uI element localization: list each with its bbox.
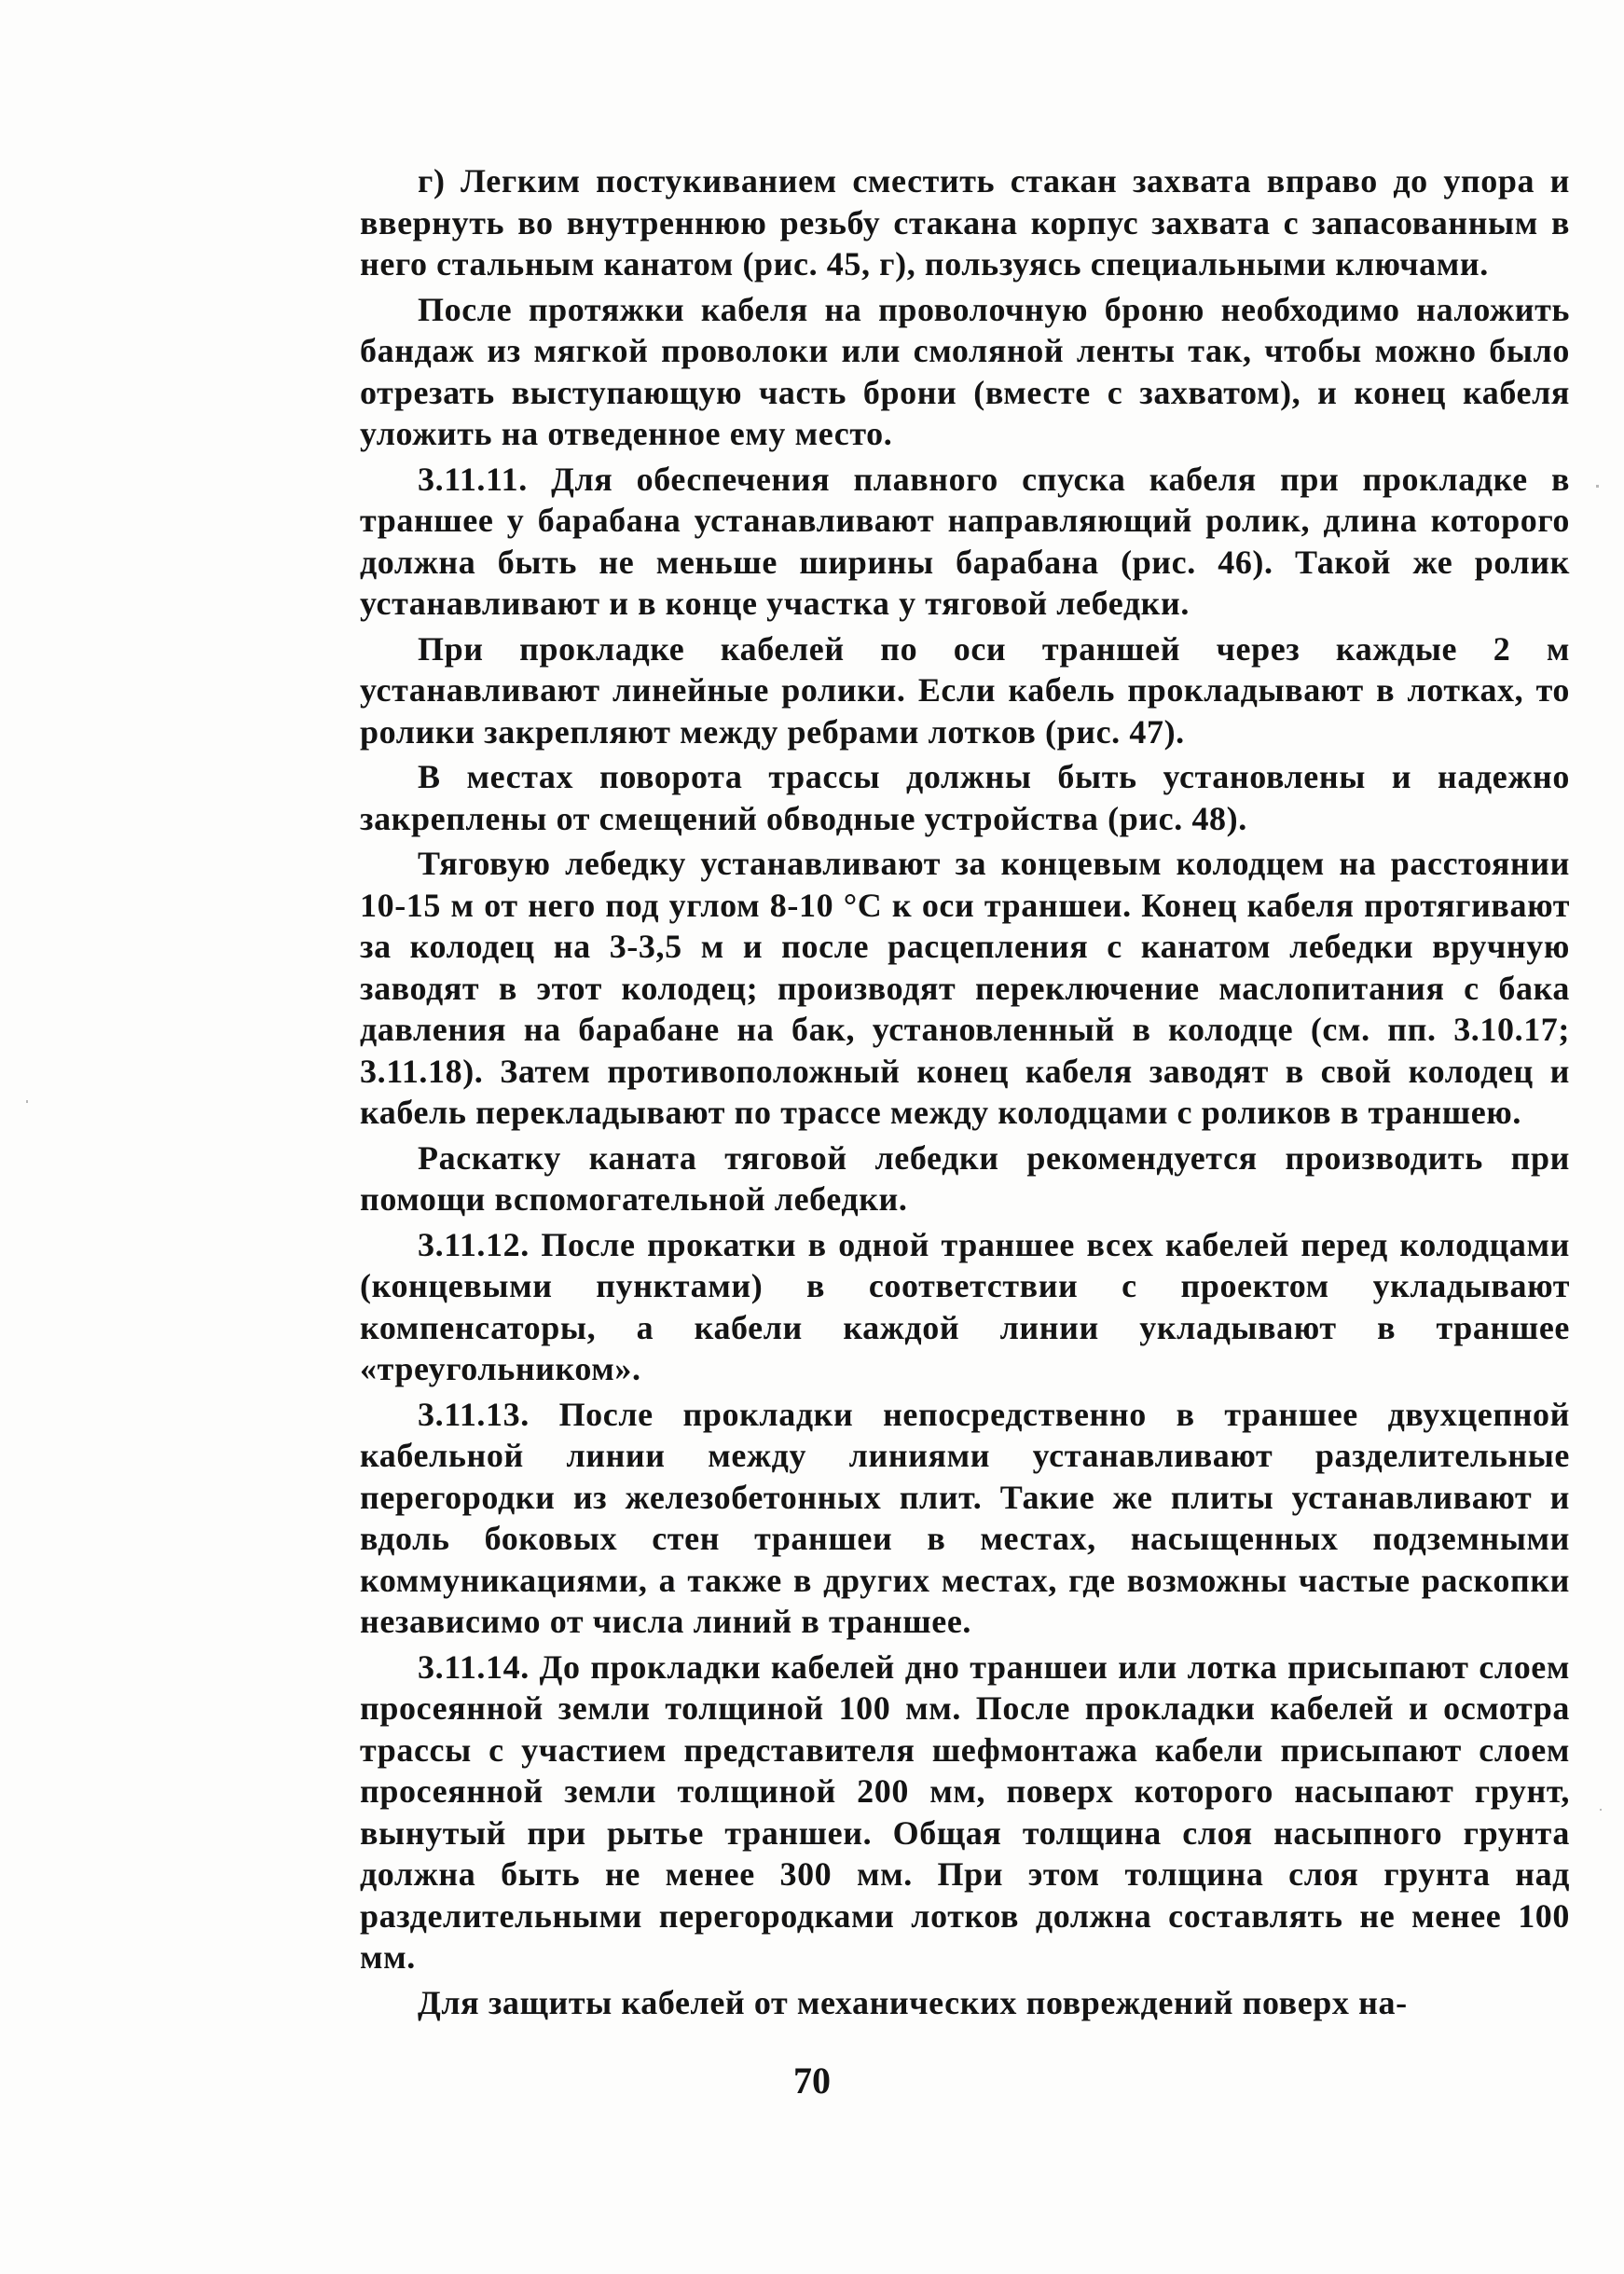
- paragraph-protection: Для защиты кабелей от механических повреждений поверх на-: [418, 1983, 1408, 2021]
- body-text: [360, 160, 1570, 2027]
- scan-speck: [1600, 1809, 1602, 1811]
- paragraph-3-11-13: 3.11.13. После прокладки непосредственно в траншее двухцепной кабельной линии между линиями устанавливают разделительные перегородки из железобетонных плит. Такие же плиты устанавливают и вдоль боковых стен траншеи в местах, насыщенных подземными коммуникациями, а также в других местах, где возможны частые раскопки независимо от числа линий в траншее.: [360, 1395, 1570, 1640]
- scan-speck: [1596, 485, 1599, 488]
- paragraph-3-11-12: 3.11.12. После прокатки в одной траншее всех кабелей перед колодцами (концевыми пунктами) в соответствии с проектом укладывают компенсаторы, а кабели каждой линии укладывают в траншее «треугольником».: [360, 1225, 1570, 1387]
- paragraph-bandage: После протяжки кабеля на проволочную броню необходимо наложить бандаж из мягкой проволоки или смоляной ленты так, чтобы можно было отрезать выступающую часть брони (вместе с захватом), и конец кабеля уложить на отведенное ему место.: [360, 290, 1570, 452]
- scan-speck: [26, 1100, 28, 1103]
- paragraph-3-11-11: 3.11.11. Для обеспечения плавного спуска кабеля при прокладке в траншее у барабана устанавливают направляющий ролик, длина которого должна быть не меньше ширины барабана (рис. 46). Такой же ролик устанавливают и в конце участка у тяговой лебедки.: [360, 460, 1570, 622]
- paragraph-item-g: г) Легким постукиванием сместить стакан захвата вправо до упора и ввернуть во внутреннюю резьбу стакана корпус захвата с запасованным в него стальным канатом (рис. 45, г), пользуясь специальными ключами.: [360, 162, 1570, 283]
- paragraph-turn-devices: В местах поворота трассы должны быть установлены и надежно закреплены от смещений обводные устройства (рис. 48).: [360, 758, 1570, 837]
- paragraph-winch: Тяговую лебедку устанавливают за концевым колодцем на расстоянии 10-15 м от него под углом 8-10 °С к оси траншеи. Конец кабеля протягивают за колодец на 3-3,5 м и после расцепления с канатом лебедки вручную заводят в этот колодец; производят переключение маслопитания с бака давления на барабане на бак, установленный в колодце (см. пп. 3.10.17; 3.11.18). Затем противоположный конец кабеля заводят в свой колодец и кабель перекладывают по трассе между колодцами с роликов в траншею.: [360, 845, 1570, 1131]
- paragraph-3-11-14: 3.11.14. До прокладки кабелей дно траншеи или лотка присыпают слоем просеянной земли толщиной 100 мм. После прокладки кабелей и осмотра трассы с участием представителя шефмонтажа кабели присыпают слоем просеянной земли толщиной 200 мм, поверх которого насыпают грунт, вынутый при рытье траншеи. Общая толщина слоя насыпного грунта должна быть не менее 300 мм. При этом толщина слоя грунта над разделительными перегородками лотков должна составлять не менее 100 мм.: [360, 1647, 1570, 1976]
- paragraph-rope-unrolling: Раскатку каната тяговой лебедки рекомендуется производить при помощи вспомогательной лебедки.: [360, 1138, 1570, 1218]
- page-number: 70: [793, 2060, 831, 2102]
- paragraph-linear-rollers: При прокладке кабелей по оси траншей через каждые 2 м устанавливают линейные ролики. Если кабель прокладывают в лотках, то ролики закрепляют между ребрами лотков (рис. 47).: [360, 629, 1570, 751]
